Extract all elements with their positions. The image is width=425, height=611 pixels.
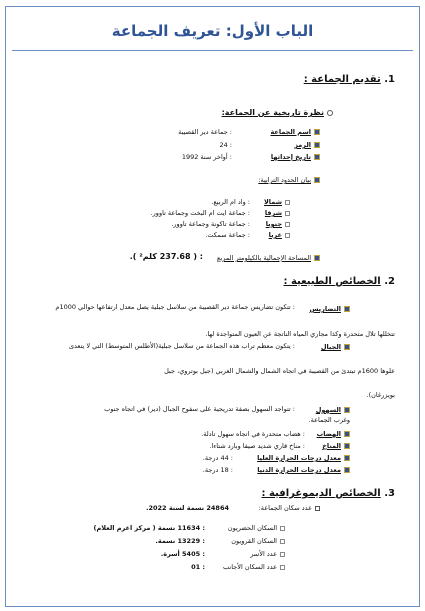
foreign-value: : 01 [191,563,205,571]
bullet-icon [314,142,320,148]
borders-title: بيان الحدود الترابية: [258,176,311,184]
population-label: عدد سكان الجماعة: [258,504,312,512]
climate-label: المناخ [322,442,341,450]
checkbox-icon [285,222,290,227]
circle-bullet-icon [327,110,333,116]
bullet-icon [344,306,350,312]
north-label: شمالا [263,198,282,206]
relief-row [309,305,350,313]
bullet-icon [344,431,350,437]
tmin-label: معدل درجات الحرارة الدنيا [257,466,341,474]
north-value: : واد ام الربيع. [211,198,250,206]
checkbox-icon [280,565,285,570]
relief-label: التضاريس [309,305,341,313]
south-value: : جماعة تاكونة وجماعة تاوور. [171,220,250,228]
section-3-heading [262,488,395,499]
section-3-title: الخصائص الديموغرافية : [261,488,381,499]
checkbox-icon [280,526,285,531]
title-divider [12,50,413,51]
mountains-text-2: علوها 1600م تبتدئ من القصيبة في اتجاه الشمال والشمال الغربي (جبل بوتروي، جبل [164,367,395,375]
tmax-row [257,454,350,462]
plateaus-label: الهضاب [316,430,341,438]
mountains-label: الجبال [320,343,341,351]
area-value: : ( 237.68 كلم² ). [129,252,203,261]
urban-label: السكان الحضريون [227,524,277,532]
page-title: الباب الأول: تعريف الجماعة [111,22,314,40]
borders-heading [258,176,320,184]
relief-text: : تتكون تضاريس جماعة دير القصيبة من سلاسل جبلية يصل معدل ارتفاعها حوالي 1000م [55,303,295,311]
bullet-icon [314,177,320,183]
tmin-row [257,466,350,474]
date-row [271,153,320,161]
area-row [217,254,320,262]
checkbox-icon [285,233,290,238]
checkbox-icon [285,200,290,205]
foreign-row [223,563,285,571]
mountains-row [321,343,350,351]
area-label: المساحة الإجمالية بالكيلومتر المربع [217,254,311,262]
plains-label: السهول [315,406,341,414]
west-value: : جماعة سمكت. [205,231,250,239]
urban-row [228,524,285,532]
section-1-heading [304,74,395,85]
section-2-heading [283,276,395,287]
west-row [269,231,290,239]
bullet-icon [314,255,320,261]
tmax-value: : 44 درجة. [202,454,233,462]
tmax-label: معدل درجات الحرارة العليا [257,454,341,462]
plateaus-value: : هضاب متحدرة في اتجاه سهول تادلة. [201,430,305,438]
checkbox-icon [285,211,290,216]
mountains-text: : يتكون معظم تراب هذه الجماعة من سلاسل جبلية(الأطلس المتوسط) التي لا يتعدى [68,342,295,350]
east-label: شرقا [264,209,282,217]
rural-label: السكان القرويون [231,537,277,545]
bullet-icon [344,407,350,413]
west-label: غربا [268,231,282,239]
families-label: عدد الأسر [250,550,277,558]
section-1-number: 1. [384,74,395,85]
mountains-text-3: بويزرغان). [366,391,395,399]
families-value: : 5405 أسرة. [160,550,205,558]
name-label: اسم الجماعة [270,128,311,136]
date-value: : أواخر سنة 1992 [181,153,232,161]
checkbox-icon [280,539,285,544]
section-2-number: 2. [384,276,395,287]
square-bullet-icon [315,506,320,511]
south-label: جنوبا [265,220,282,228]
date-label: تاريخ إحداثها [270,153,311,161]
history-heading [222,108,333,117]
tmin-value: : 18 درجة. [202,466,233,474]
east-row [265,209,290,217]
bullet-icon [344,467,350,473]
code-row [294,141,320,149]
name-value: : جماعة دير القصيبة [178,128,232,136]
section-3-number: 3. [384,488,395,499]
plateaus-row [317,430,350,438]
population-row [259,504,320,512]
climate-row [322,442,350,450]
bullet-icon [344,344,350,350]
bullet-icon [314,154,320,160]
east-value: : جماعة ايت ام البخت وجماعة تاوور. [150,209,250,217]
south-row [266,220,290,228]
bullet-icon [344,443,350,449]
foreign-label: عدد السكان الأجانب [223,563,277,571]
plains-text: : تتواجد السهول بصفة تدريجية على سفوح الجبال (دير) في اتجاه جنوب [104,405,295,413]
bullet-icon [314,129,320,135]
population-value: 24864 نسمة لسنة 2022. [146,504,229,512]
urban-value: : 11634 نسمة ( مركز اغرم العلام) [93,524,205,532]
bullet-icon [344,455,350,461]
plains-row [316,406,350,414]
north-row [264,198,290,206]
code-label: الرمز [294,141,311,149]
rural-row [231,537,285,545]
code-value: : 24 [219,141,232,149]
climate-value: : مناخ قاري شديد صيفا وبارد شتاءا. [209,442,305,450]
rural-value: : 13229 نسمة. [155,537,205,545]
section-2-title: الخصائص الطبيعية : [283,276,381,287]
checkbox-icon [280,552,285,557]
plains-text-2: وغرب الجماعة. [308,416,350,424]
name-row [270,128,320,136]
families-row [250,550,285,558]
history-title: نظرة تاريخية عن الجماعة: [221,108,324,117]
section-1-title: تقديم الجماعة : [303,74,381,85]
relief-text-2: تتخللها تلال متحدرة وكذا مجاري المياه الناتجة عن العيون المتواجدة لها. [205,330,395,338]
